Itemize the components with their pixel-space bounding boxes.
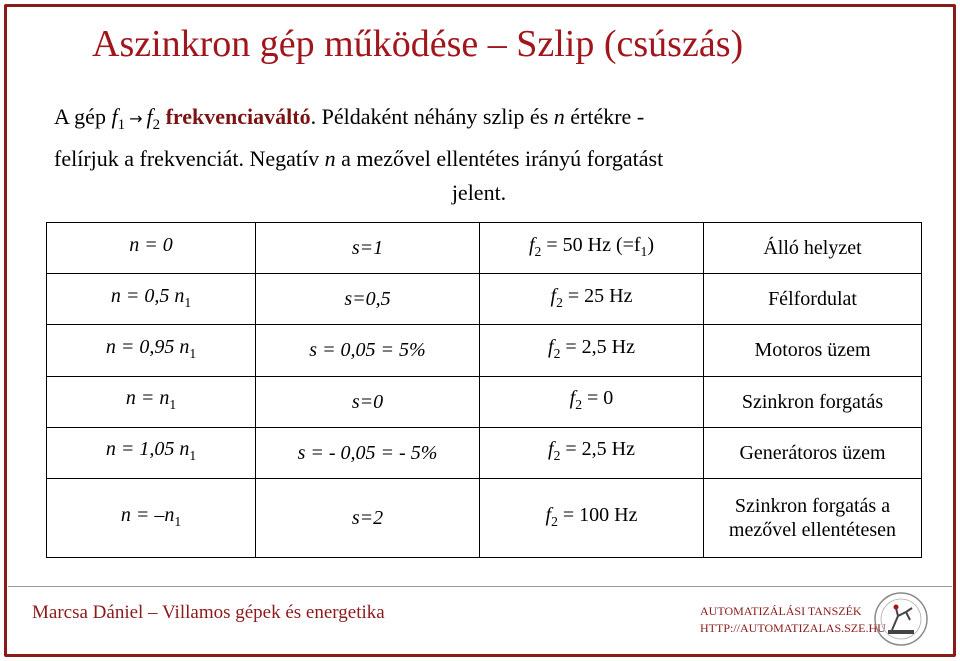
frequency-cell: $f_2 = 2,5$ Hz: [480, 427, 704, 478]
table-row: [47, 274, 922, 325]
slip-cell: s=2: [256, 478, 480, 557]
footer-url[interactable]: HTTP://AUTOMATIZALAS.SZE.HU: [700, 621, 886, 635]
speed-cell: n = 0,95 $n_1$: [47, 325, 256, 376]
speed-cell: n = 0: [47, 223, 256, 274]
slip-cell: s=0: [256, 376, 480, 427]
speed-cell: $n = n_1$: [47, 376, 256, 427]
intro-line-2: felírjuk a frekvenciát. Negatív n a mezővel ellentétes irányú forgatást: [54, 146, 664, 172]
intro-line-3: jelent.: [451, 180, 507, 206]
footer-divider: [8, 586, 952, 587]
state-cell: Álló helyzet: [704, 223, 922, 274]
arrow-icon: →: [129, 109, 143, 128]
intro-text: [54, 100, 914, 210]
footer-author: Marcsa Dániel – Villamos gépek és energetika: [32, 602, 385, 623]
slip-cell: s=0,5: [256, 274, 480, 325]
intro-line-1: A gép $f_1 \to f_2$ frekvenciaváltó. Példaként néhány szlip és n értékre -: [54, 104, 645, 134]
table-row: [47, 427, 922, 478]
speed-cell: n = 0,5 $n_1$: [47, 274, 256, 325]
table-row: [47, 325, 922, 376]
frequency-cell: $f_2 = 2,5$ Hz: [480, 325, 704, 376]
state-cell: Motoros üzem: [704, 325, 922, 376]
frequency-cell: $f_2 = 50$ Hz $(=f_1)$: [480, 223, 704, 274]
frequency-cell: $f_2 = 0$: [480, 376, 704, 427]
table-row: [47, 478, 922, 557]
slip-cell: s=1: [256, 223, 480, 274]
footer-department: AUTOMATIZÁLÁSI TANSZÉK HTTP://AUTOMATIZALAS.SZE.HU: [700, 604, 886, 635]
speed-cell: n = 1,05 $n_1$: [47, 427, 256, 478]
slip-table: [46, 222, 922, 558]
table-row: [47, 223, 922, 274]
slip-cell: s = - 0,05 = - 5%: [256, 427, 480, 478]
state-cell: Félfordulat: [704, 274, 922, 325]
frequency-cell: $f_2 = 25$ Hz: [480, 274, 704, 325]
speed-cell: $n = -n_1$: [47, 478, 256, 557]
table-row: [47, 376, 922, 427]
frequency-cell: $f_2 = 100$ Hz: [480, 478, 704, 557]
state-cell: Szinkron forgatás a mezővel ellentétesen: [704, 478, 922, 557]
state-cell: Szinkron forgatás: [704, 376, 922, 427]
slip-cell: s = 0,05 = 5%: [256, 325, 480, 376]
university-logo-icon: [872, 590, 930, 648]
state-cell: Generátoros üzem: [704, 427, 922, 478]
keyword-frekvenciavalto: frekvenciaváltó: [165, 104, 311, 129]
slide-title: Aszinkron gép működése – Szlip (csúszás): [92, 23, 744, 65]
